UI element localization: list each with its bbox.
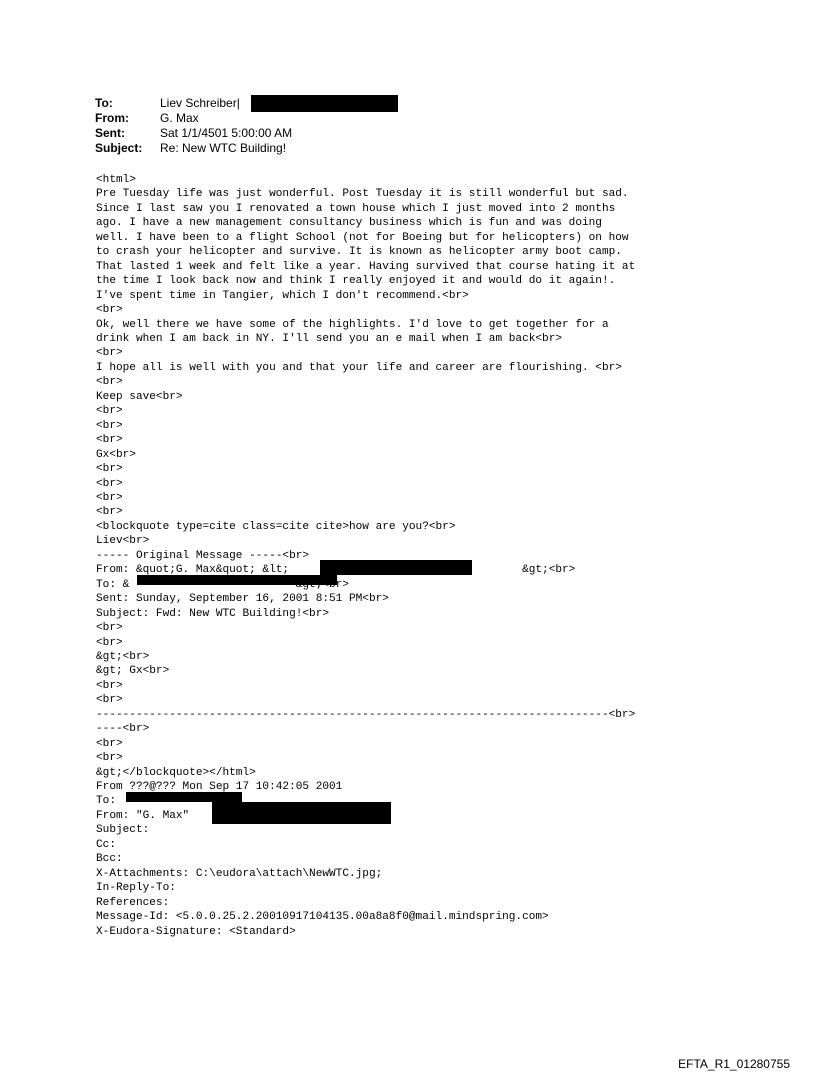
- body-line: References:: [96, 896, 170, 909]
- body-line: <html>: [96, 174, 136, 186]
- to-label: To:: [95, 96, 113, 110]
- from-row: [95, 111, 292, 126]
- body-line: Gx<br>: [96, 448, 136, 461]
- body-line: In-Reply-To:: [96, 882, 176, 895]
- body-line: Since I last saw you I renovated a town house which I just moved into 2 months: [96, 202, 616, 215]
- body-line: Subject:: [96, 824, 150, 837]
- body-line: From ???@??? Mon Sep 17 10:42:05 2001: [96, 781, 343, 794]
- body-line: ----- Original Message -----<br>: [96, 549, 310, 562]
- document-id: EFTA_R1_01280755: [678, 1057, 790, 1071]
- subject-label: Subject:: [95, 141, 143, 155]
- body-line: Sent: Sunday, September 16, 2001 8:51 PM<br>: [96, 593, 389, 606]
- body-line: -----------------------------------------------------------------------------<br>: [96, 708, 636, 721]
- sent-label: Sent:: [95, 126, 125, 140]
- body-line: <blockquote type=cite class=cite cite>how are you?<br>: [96, 520, 456, 533]
- body-line: To:: [96, 795, 123, 808]
- body-line: From: "G. Max": [96, 809, 196, 822]
- body-line: &gt; Gx<br>: [96, 665, 170, 678]
- subject-row: [95, 141, 292, 156]
- body-line: <br>: [96, 752, 123, 765]
- body-line: Keep save<br>: [96, 390, 183, 403]
- body-line: &gt;<br>: [96, 650, 150, 663]
- body-line: Liev<br>: [96, 535, 150, 548]
- body-line: <br>: [96, 477, 123, 490]
- to-value: Liev Schreiber|: [160, 96, 240, 110]
- body-line: <br>: [96, 405, 123, 418]
- sent-value: Sat 1/1/4501 5:00:00 AM: [160, 126, 293, 140]
- subject-value: Re: New WTC Building!: [160, 141, 287, 155]
- body-line: X-Attachments: C:\eudora\attach\NewWTC.jpg;: [96, 867, 383, 880]
- body-line: X-Eudora-Signature: <Standard>: [96, 925, 296, 938]
- body-line: &gt;</blockquote></html>: [96, 766, 256, 779]
- body-line: ----<br>: [96, 723, 150, 736]
- body-line: <br>: [96, 694, 123, 707]
- body-line: well. I have been to a flight School (not for Boeing but for helicopters) on how: [96, 231, 629, 244]
- body-line: <br>: [96, 737, 123, 750]
- body-line: Ok, well there we have some of the highlights. I'd love to get together for a: [96, 318, 609, 331]
- body-line: drink when I am back in NY. I'll send you an e mail when I am back<br>: [96, 332, 563, 345]
- from-label: From:: [95, 111, 129, 125]
- body-line: Cc:: [96, 838, 116, 851]
- body-line: From: &quot;G. Max&quot; &lt; &gt;<br>: [96, 564, 576, 577]
- body-line: <br>: [96, 434, 123, 447]
- body-line: <br>: [96, 304, 123, 317]
- body-line: Pre Tuesday life was just wonderful. Post Tuesday it is still wonderful but sad.: [96, 188, 629, 201]
- body-line: Subject: Fwd: New WTC Building!<br>: [96, 607, 330, 620]
- body-line: <br>: [96, 636, 123, 649]
- redaction-box: [251, 95, 398, 112]
- body-line: <br>: [96, 506, 123, 519]
- body-line: <br>: [96, 679, 123, 692]
- body-line: <br>: [96, 347, 123, 360]
- sent-row: [95, 126, 292, 141]
- body-line: Message-Id: <5.0.0.25.2.20010917104135.00a8a8f0@mail.mindspring.com>: [96, 911, 549, 924]
- body-line: <br>: [96, 376, 123, 389]
- from-value: G. Max: [160, 111, 199, 125]
- body-line: <br>: [96, 463, 123, 476]
- body-line: To: & &gt;<br>: [96, 578, 349, 591]
- body-line: I've spent time in Tangier, which I don't recommend.<br>: [96, 289, 469, 302]
- body-line: That lasted 1 week and felt like a year. Having survived that course hating it at: [96, 260, 636, 273]
- body-line: Bcc:: [96, 853, 123, 866]
- body-line: <br>: [96, 491, 123, 504]
- body-line: to crash your helicopter and survive. It is known as helicopter army boot camp.: [96, 246, 622, 259]
- body-line: <br>: [96, 419, 123, 432]
- body-line: ago. I have a new management consultancy business which is fun and was doing: [96, 217, 602, 230]
- body-line: I hope all is well with you and that your life and career are flourishing. <br>: [96, 361, 622, 374]
- body-line: <br>: [96, 622, 123, 635]
- body-line: the time I look back now and think I really enjoyed it and would do it again!.: [96, 275, 616, 288]
- email-body: [96, 173, 635, 939]
